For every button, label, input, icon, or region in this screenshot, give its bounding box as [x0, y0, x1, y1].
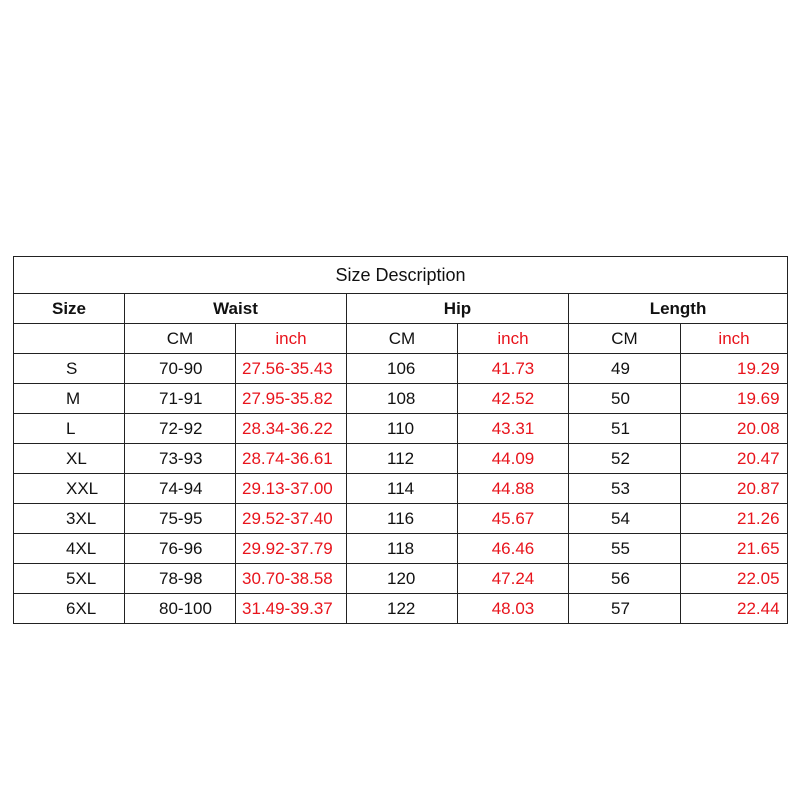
waist-cm-cell: 80-100	[125, 594, 236, 624]
hip-cm-cell: 122	[347, 594, 458, 624]
size-cell: 5XL	[14, 564, 125, 594]
hip-inch-cell: 46.46	[458, 534, 569, 564]
table-row	[14, 564, 788, 594]
size-cell: 4XL	[14, 534, 125, 564]
hip-inch-cell: 47.24	[458, 564, 569, 594]
waist-inch-cell: 28.74-36.61	[236, 444, 347, 474]
waist-inch-unit: inch	[236, 324, 347, 354]
hip-cm-cell: 120	[347, 564, 458, 594]
table-row	[14, 354, 788, 384]
size-cell: 6XL	[14, 594, 125, 624]
length-header: Length	[569, 294, 788, 324]
table-row	[14, 594, 788, 624]
length-inch-cell: 20.08	[681, 414, 788, 444]
length-cm-cell: 49	[569, 354, 681, 384]
hip-inch-cell: 42.52	[458, 384, 569, 414]
table-row	[14, 474, 788, 504]
length-inch-cell: 22.44	[681, 594, 788, 624]
header-row	[14, 294, 788, 324]
length-cm-cell: 52	[569, 444, 681, 474]
size-cell: 3XL	[14, 504, 125, 534]
size-cell: S	[14, 354, 125, 384]
hip-inch-cell: 41.73	[458, 354, 569, 384]
waist-inch-cell: 29.92-37.79	[236, 534, 347, 564]
size-header: Size	[14, 294, 125, 324]
waist-inch-cell: 30.70-38.58	[236, 564, 347, 594]
waist-cm-cell: 74-94	[125, 474, 236, 504]
waist-inch-cell: 28.34-36.22	[236, 414, 347, 444]
unit-row	[14, 324, 788, 354]
hip-cm-cell: 116	[347, 504, 458, 534]
waist-header: Waist	[125, 294, 347, 324]
size-chart-table	[13, 256, 788, 624]
length-inch-cell: 21.65	[681, 534, 788, 564]
length-inch-cell: 20.47	[681, 444, 788, 474]
size-cell: XL	[14, 444, 125, 474]
waist-inch-cell: 27.56-35.43	[236, 354, 347, 384]
table-row	[14, 384, 788, 414]
hip-inch-cell: 43.31	[458, 414, 569, 444]
hip-inch-unit: inch	[458, 324, 569, 354]
waist-inch-cell: 29.52-37.40	[236, 504, 347, 534]
waist-inch-cell: 31.49-39.37	[236, 594, 347, 624]
length-cm-cell: 50	[569, 384, 681, 414]
waist-cm-unit: CM	[125, 324, 236, 354]
waist-cm-cell: 73-93	[125, 444, 236, 474]
length-inch-cell: 19.29	[681, 354, 788, 384]
size-cell: XXL	[14, 474, 125, 504]
length-inch-cell: 21.26	[681, 504, 788, 534]
waist-cm-cell: 71-91	[125, 384, 236, 414]
hip-cm-cell: 106	[347, 354, 458, 384]
waist-cm-cell: 75-95	[125, 504, 236, 534]
length-inch-unit: inch	[681, 324, 788, 354]
length-cm-unit: CM	[569, 324, 681, 354]
hip-inch-cell: 45.67	[458, 504, 569, 534]
hip-cm-unit: CM	[347, 324, 458, 354]
hip-cm-cell: 112	[347, 444, 458, 474]
length-cm-cell: 54	[569, 504, 681, 534]
hip-cm-cell: 118	[347, 534, 458, 564]
length-inch-cell: 20.87	[681, 474, 788, 504]
waist-cm-cell: 70-90	[125, 354, 236, 384]
waist-cm-cell: 76-96	[125, 534, 236, 564]
length-inch-cell: 19.69	[681, 384, 788, 414]
table-title: Size Description	[14, 257, 788, 294]
table-row	[14, 504, 788, 534]
length-cm-cell: 56	[569, 564, 681, 594]
hip-header: Hip	[347, 294, 569, 324]
hip-inch-cell: 44.88	[458, 474, 569, 504]
unit-blank-cell	[14, 324, 125, 354]
title-row	[14, 257, 788, 294]
waist-inch-cell: 29.13-37.00	[236, 474, 347, 504]
waist-cm-cell: 72-92	[125, 414, 236, 444]
hip-cm-cell: 114	[347, 474, 458, 504]
table-row	[14, 414, 788, 444]
hip-inch-cell: 44.09	[458, 444, 569, 474]
length-cm-cell: 55	[569, 534, 681, 564]
hip-cm-cell: 110	[347, 414, 458, 444]
length-cm-cell: 51	[569, 414, 681, 444]
waist-inch-cell: 27.95-35.82	[236, 384, 347, 414]
length-inch-cell: 22.05	[681, 564, 788, 594]
hip-inch-cell: 48.03	[458, 594, 569, 624]
table-row	[14, 534, 788, 564]
waist-cm-cell: 78-98	[125, 564, 236, 594]
size-cell: M	[14, 384, 125, 414]
hip-cm-cell: 108	[347, 384, 458, 414]
size-rows	[14, 354, 788, 624]
length-cm-cell: 53	[569, 474, 681, 504]
length-cm-cell: 57	[569, 594, 681, 624]
table-row	[14, 444, 788, 474]
size-cell: L	[14, 414, 125, 444]
